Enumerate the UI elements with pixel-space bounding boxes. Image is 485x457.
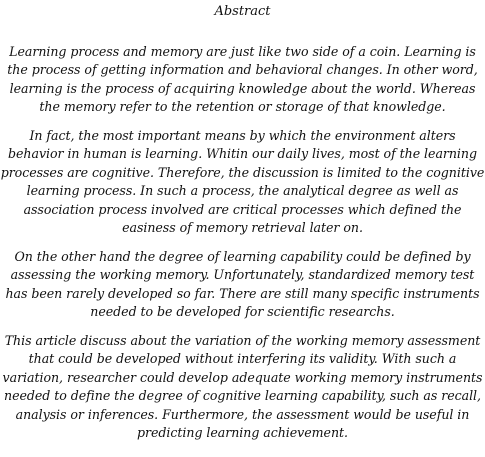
paragraph-line: learning is the process of acquiring knowledge about the world. Whereas xyxy=(9,80,476,96)
paragraph-line: has been rarely developed so far. There are still many specific instruments xyxy=(5,285,480,301)
paragraph-line: needed to be developed for scientific researchs. xyxy=(90,304,395,320)
paragraph-line: processes are cognitive. Therefore, the discussion is limited to the cognitive xyxy=(0,164,485,180)
paragraph-line: predicting learning achievement. xyxy=(137,425,348,441)
abstract-paragraph-4 xyxy=(0,332,485,442)
paragraph-line: On the other hand the degree of learning capability could be defined by xyxy=(14,249,471,264)
paragraph-line: variation, researcher could develop adequate working memory instruments xyxy=(2,369,483,385)
paragraph-line: the memory refer to the retention or storage of that knowledge. xyxy=(39,99,446,115)
paragraph-line: easiness of memory retrieval later on. xyxy=(122,220,363,236)
abstract-paragraph-2 xyxy=(0,127,485,237)
paragraph-line: association process involved are critical processes which defined the xyxy=(23,201,462,217)
paragraph-line: that could be developed without interfering its validity. With such a xyxy=(28,351,457,367)
paragraph-line: assessing the working memory. Unfortunately, standardized memory test xyxy=(10,267,475,283)
paragraph-line: learning process. In such a process, the analytical degree as well as xyxy=(26,183,459,199)
paragraph-line: analysis or inferences. Furthermore, the assessment would be useful in xyxy=(15,406,470,422)
paragraph-line: In fact, the most important means by which the environment alters xyxy=(29,128,456,143)
paragraph-line: This article discuss about the variation of the working memory assessment xyxy=(4,333,481,348)
paragraph-line: behavior in human is learning. Whitin our daily lives, most of the learning xyxy=(8,146,477,162)
abstract-title: Abstract xyxy=(214,4,271,19)
paragraph-line: the process of getting information and behavioral changes. In other word, xyxy=(7,62,478,78)
abstract-paragraph-3 xyxy=(0,248,485,322)
paragraph-line: Learning process and memory are just like two side of a coin. Learning is xyxy=(9,44,476,59)
abstract-paragraph-1 xyxy=(0,43,485,117)
paragraph-line: needed to define the degree of cognitive learning capability, such as recall, xyxy=(4,388,481,404)
